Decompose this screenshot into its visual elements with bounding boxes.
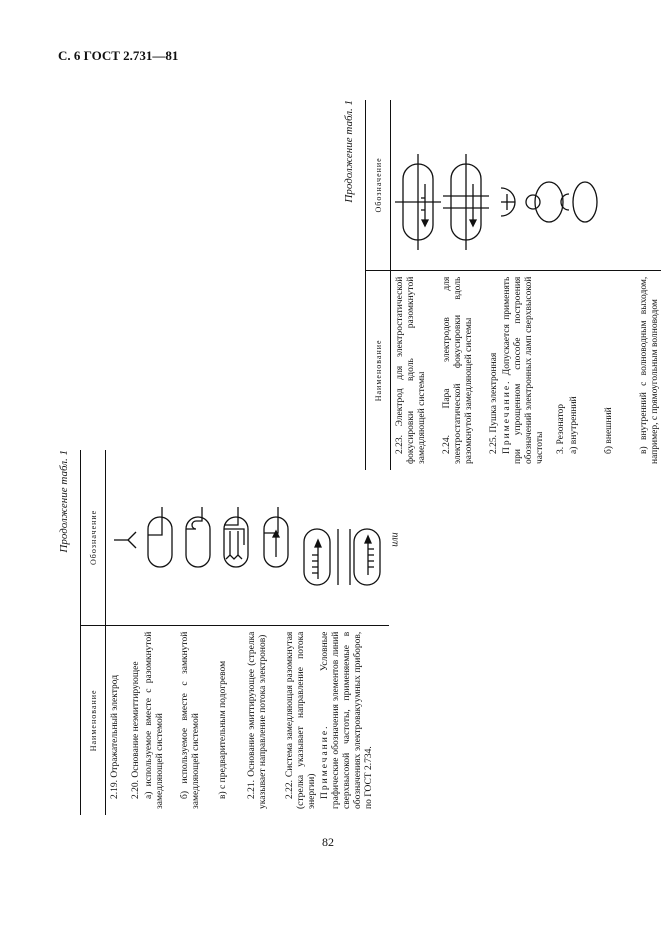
symbols-cell-2	[391, 100, 661, 270]
note2-text: Допускается применять при упрощенном способе построения обозначений электронных ламп сверхвысокой частоты	[502, 276, 545, 464]
col-symbol-header: Обозначение	[81, 450, 106, 625]
resonator-internal-icon	[526, 182, 563, 222]
entry-2-22: 2.22. Система замедляющая разомкнутая (стрелка указывает направление потока энергии)	[285, 631, 317, 809]
entry-3: 3. Резонатор	[556, 403, 566, 454]
page-header: С. 6 ГОСТ 2.731—81	[58, 48, 179, 63]
table-right	[343, 100, 660, 470]
entry-note	[320, 632, 375, 809]
entry-3c: в) внутренний с волноводным выходом, например, с прямоугольным волноводом	[639, 276, 660, 464]
focus-electrode-pair-icon	[443, 154, 489, 250]
entry-2-23: 2.23. Электрод для электростатической фокусировки вдоль разомкнутой замедляющей системы	[395, 276, 427, 464]
entry-2-25: 2.25. Пушка электронная	[489, 352, 499, 454]
entry-note-2	[502, 277, 546, 464]
page-number: 82	[322, 835, 334, 849]
entry-3a: а) внутренний	[569, 396, 579, 454]
slow-wave-system-icon	[304, 529, 338, 585]
table-right-caption: Продолжение табл. 1	[343, 100, 355, 203]
col-symbol-header-2: Обозначение	[366, 100, 391, 270]
col-name-header: Наименование	[81, 625, 106, 815]
entry-2-19: 2.19. Отражательный электрод	[110, 674, 120, 799]
symbols-right-svg	[391, 120, 601, 270]
base-open-system-icon	[148, 507, 172, 567]
names-cell	[106, 625, 390, 815]
electron-gun-icon	[501, 188, 515, 216]
reflector-electrode-icon	[114, 532, 136, 548]
base-closed-system-icon	[186, 507, 210, 567]
entry-2-21: 2.21. Основание эмиттирующее (стрелка указывает направление потока электронов)	[247, 631, 268, 809]
base-preheated-icon	[224, 507, 248, 567]
resonator-external-icon	[561, 182, 597, 222]
entry-3b: б) внешний	[604, 407, 614, 454]
focus-electrode-icon	[395, 154, 441, 250]
table-left	[58, 450, 380, 815]
note2-label: Примечание.	[502, 379, 512, 454]
symbols-left-svg	[106, 451, 384, 625]
table-left-caption: Продолжение табл. 1	[58, 450, 70, 553]
note-text: Условные графические обозначения элементов линий сверхвысокой частоты, применяемые в обозначениях электровакуумных приборов, по ГОСТ 2.734.	[320, 631, 374, 809]
note-label: Примечание.	[320, 724, 330, 799]
entry-2-24: 2.24. Пара электродов для электростатической фокусировки вдоль разомкнутой замедляющей системы	[442, 276, 474, 464]
names-cell-2	[391, 270, 661, 470]
col-name-header-2: Наименование	[366, 270, 391, 470]
entry-2-20a: а) используемое вместе с разомкнутой замедляющей системой	[144, 631, 165, 809]
symbols-cell	[106, 450, 390, 625]
entry-2-20: 2.20. Основание неэмиттирующее	[131, 661, 141, 799]
slow-wave-system-alt-icon	[350, 529, 380, 585]
entry-2-20b: б) используемое вместе с замкнутой замедляющей системой	[180, 631, 201, 809]
base-emitting-icon	[264, 507, 288, 567]
entry-2-20c: в) с предварительным подогревом	[218, 660, 228, 799]
or-label: или	[389, 532, 401, 547]
